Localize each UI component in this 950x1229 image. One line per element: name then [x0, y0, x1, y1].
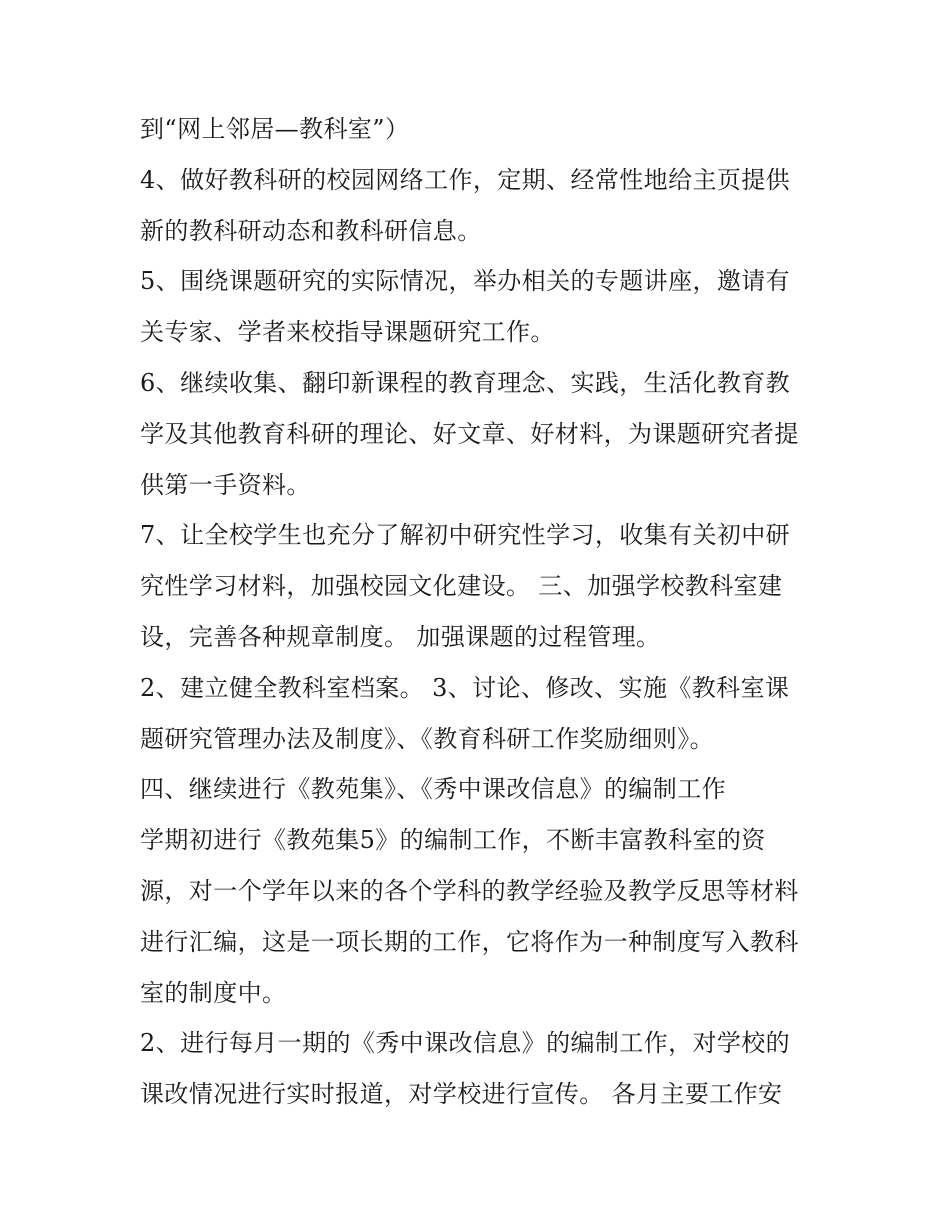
text-line: 设，完善各种规章制度。 加强课题的过程管理。 — [140, 622, 661, 651]
text-line: 4、做好教科研的校园网络工作，定期、经常性地给主页提供 — [140, 165, 791, 194]
text-line: 课改情况进行实时报道，对学校进行宣传。 各月主要工作安 — [140, 1080, 783, 1109]
text-line: 四、继续进行《教苑集》、《秀中课改信息》的编制工作 — [140, 775, 726, 804]
text-line: 究性学习材料，加强校园文化建设。 三、加强学校教科室建 — [140, 572, 783, 601]
text-line: 室的制度中。 — [140, 978, 287, 1007]
text-line: 7、让全校学生也充分了解初中研究性学习，收集有关初中研 — [140, 521, 791, 550]
document-body — [140, 104, 830, 1120]
text-line: 源，对一个学年以来的各个学科的教学经验及教学反思等材料 — [140, 876, 799, 905]
text-line: 新的教科研动态和教科研信息。 — [140, 216, 482, 245]
text-line: 2、进行每月一期的《秀中课改信息》的编制工作，对学校的 — [140, 1029, 791, 1058]
text-line: 学及其他教育科研的理论、好文章、好材料，为课题研究者提 — [140, 419, 799, 448]
text-line: 2、建立健全教科室档案。 3、讨论、修改、实施《教科室课 — [140, 673, 790, 702]
text-line: 5、围绕课题研究的实际情况，举办相关的专题讲座，邀请有 — [140, 267, 791, 296]
text-line: 学期初进行《教苑集5》的编制工作，不断丰富教科室的资 — [140, 826, 766, 855]
text-line: 进行汇编，这是一项长期的工作，它将作为一种制度写入教科 — [140, 927, 799, 956]
text-line: 供第一手资料。 — [140, 470, 311, 499]
text-line: 关专家、学者来校指导课题研究工作。 — [140, 318, 555, 347]
text-line: 题研究管理办法及制度》、《教育科研工作奖励细则》。 — [140, 724, 714, 753]
text-line: 到“网上邻居—教科室”） — [140, 115, 410, 143]
text-line: 6、继续收集、翻印新课程的教育理念、实践，生活化教育教 — [140, 368, 791, 397]
